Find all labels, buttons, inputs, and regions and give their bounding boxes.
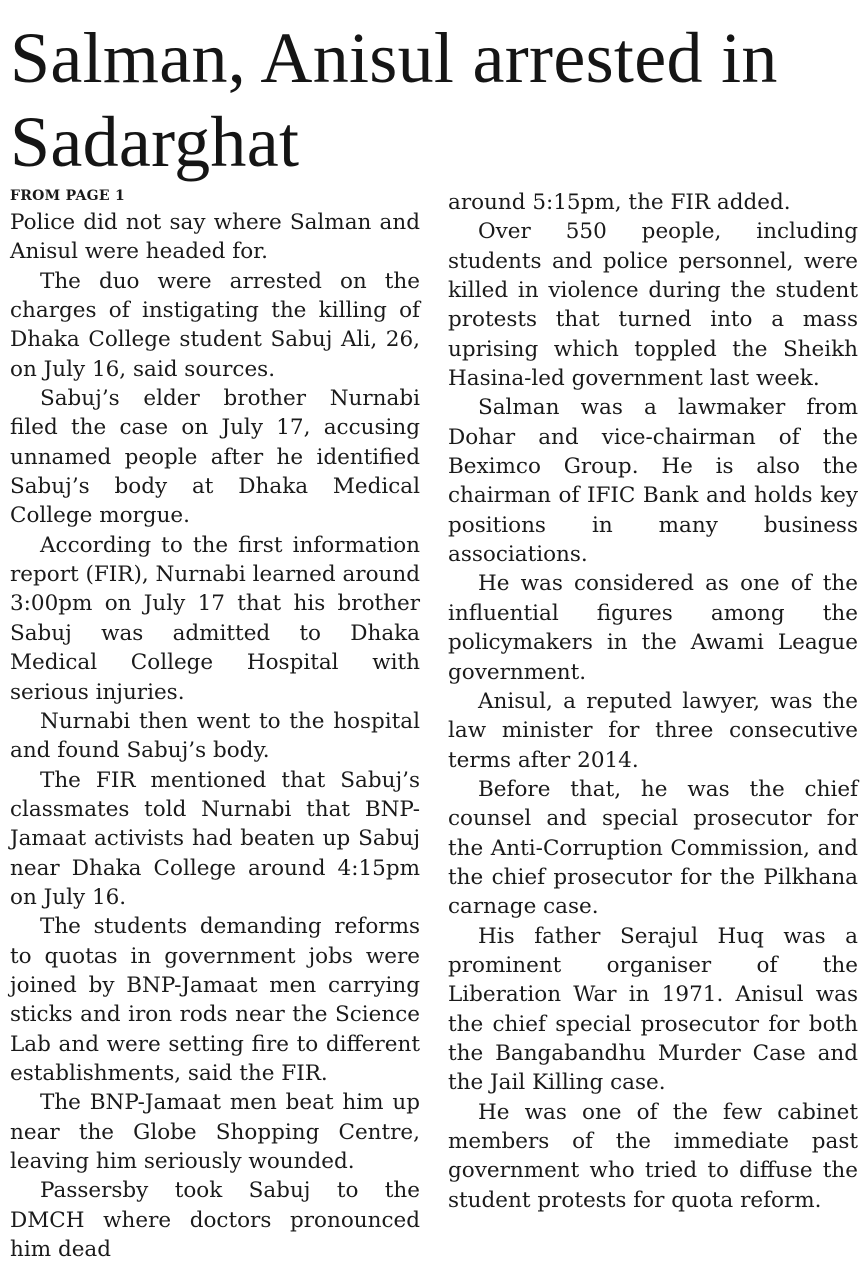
article-column-left [10,188,420,1264]
paragraph: Nurnabi then went to the hospital and found Sabuj’s body. [10,708,420,764]
paragraph: Salman was a lawmaker from Dohar and vice-chairman of the Beximco Group. He is also the chairman of IFIC Bank and holds key positions in many business associations. [448,395,858,568]
paragraph: Sabuj’s elder brother Nurnabi filed the case on July 17, accusing unnamed people after he identified Sabuj’s body at Dhaka Medical College morgue. [10,386,420,529]
paragraph: Police did not say where Salman and Anisul were headed for. [10,210,420,265]
paragraph: The FIR mentioned that Sabuj’s classmates told Nurnabi that BNP-Jamaat activists had beaten up Sabuj near Dhaka College around 4:15pm on July 16. [10,767,420,910]
paragraph: The duo were arrested on the charges of instigating the killing of Dhaka College student Sabuj Ali, 26, on July 16, said sources. [10,268,420,382]
paragraph: He was considered as one of the influential figures among the policymakers in the Awami League government. [448,571,858,685]
paragraph: Before that, he was the chief counsel and special prosecutor for the Anti-Corruption Commission, and the chief prosecutor for the Pilkhana carnage case. [448,776,858,920]
paragraph: According to the first information report (FIR), Nurnabi learned around 3:00pm on July 17 that his brother Sabuj was admitted to Dhaka Medical College Hospital with serious injuries. [10,532,420,705]
headline: Salman, Anisul arrested in Sadarghat [10,18,778,182]
paragraph: Anisul, a reputed lawyer, was the law minister for three consecutive terms after 2014. [448,688,858,773]
jump-label: FROM PAGE 1 [10,188,126,204]
paragraph: Over 550 people, including students and police personnel, were killed in violence during the student protests that turned into a mass uprising which toppled the Sheikh Hasina-led government last week. [448,219,858,392]
paragraph: His father Serajul Huq was a prominent organiser of the Liberation War in 1971. Anisul was the chief special prosecutor for both the Bangabandhu Murder Case and the Jail Killing case. [448,923,858,1096]
paragraph: He was one of the few cabinet members of the immediate past government who tried to diffuse the student protests for quota reform. [448,1099,858,1213]
paragraph: around 5:15pm, the FIR added. [448,190,791,215]
paragraph: Passersby took Sabuj to the DMCH where doctors pronounced him dead [10,1178,420,1263]
paragraph: The BNP-Jamaat men beat him up near the Globe Shopping Centre, leaving him seriously wounded. [10,1090,420,1174]
article-column-right [448,188,858,1215]
paragraph: The students demanding reforms to quotas in government jobs were joined by BNP-Jamaat men carrying sticks and iron rods near the Science Lab and were setting fire to different establishments, said the FIR. [10,914,420,1086]
